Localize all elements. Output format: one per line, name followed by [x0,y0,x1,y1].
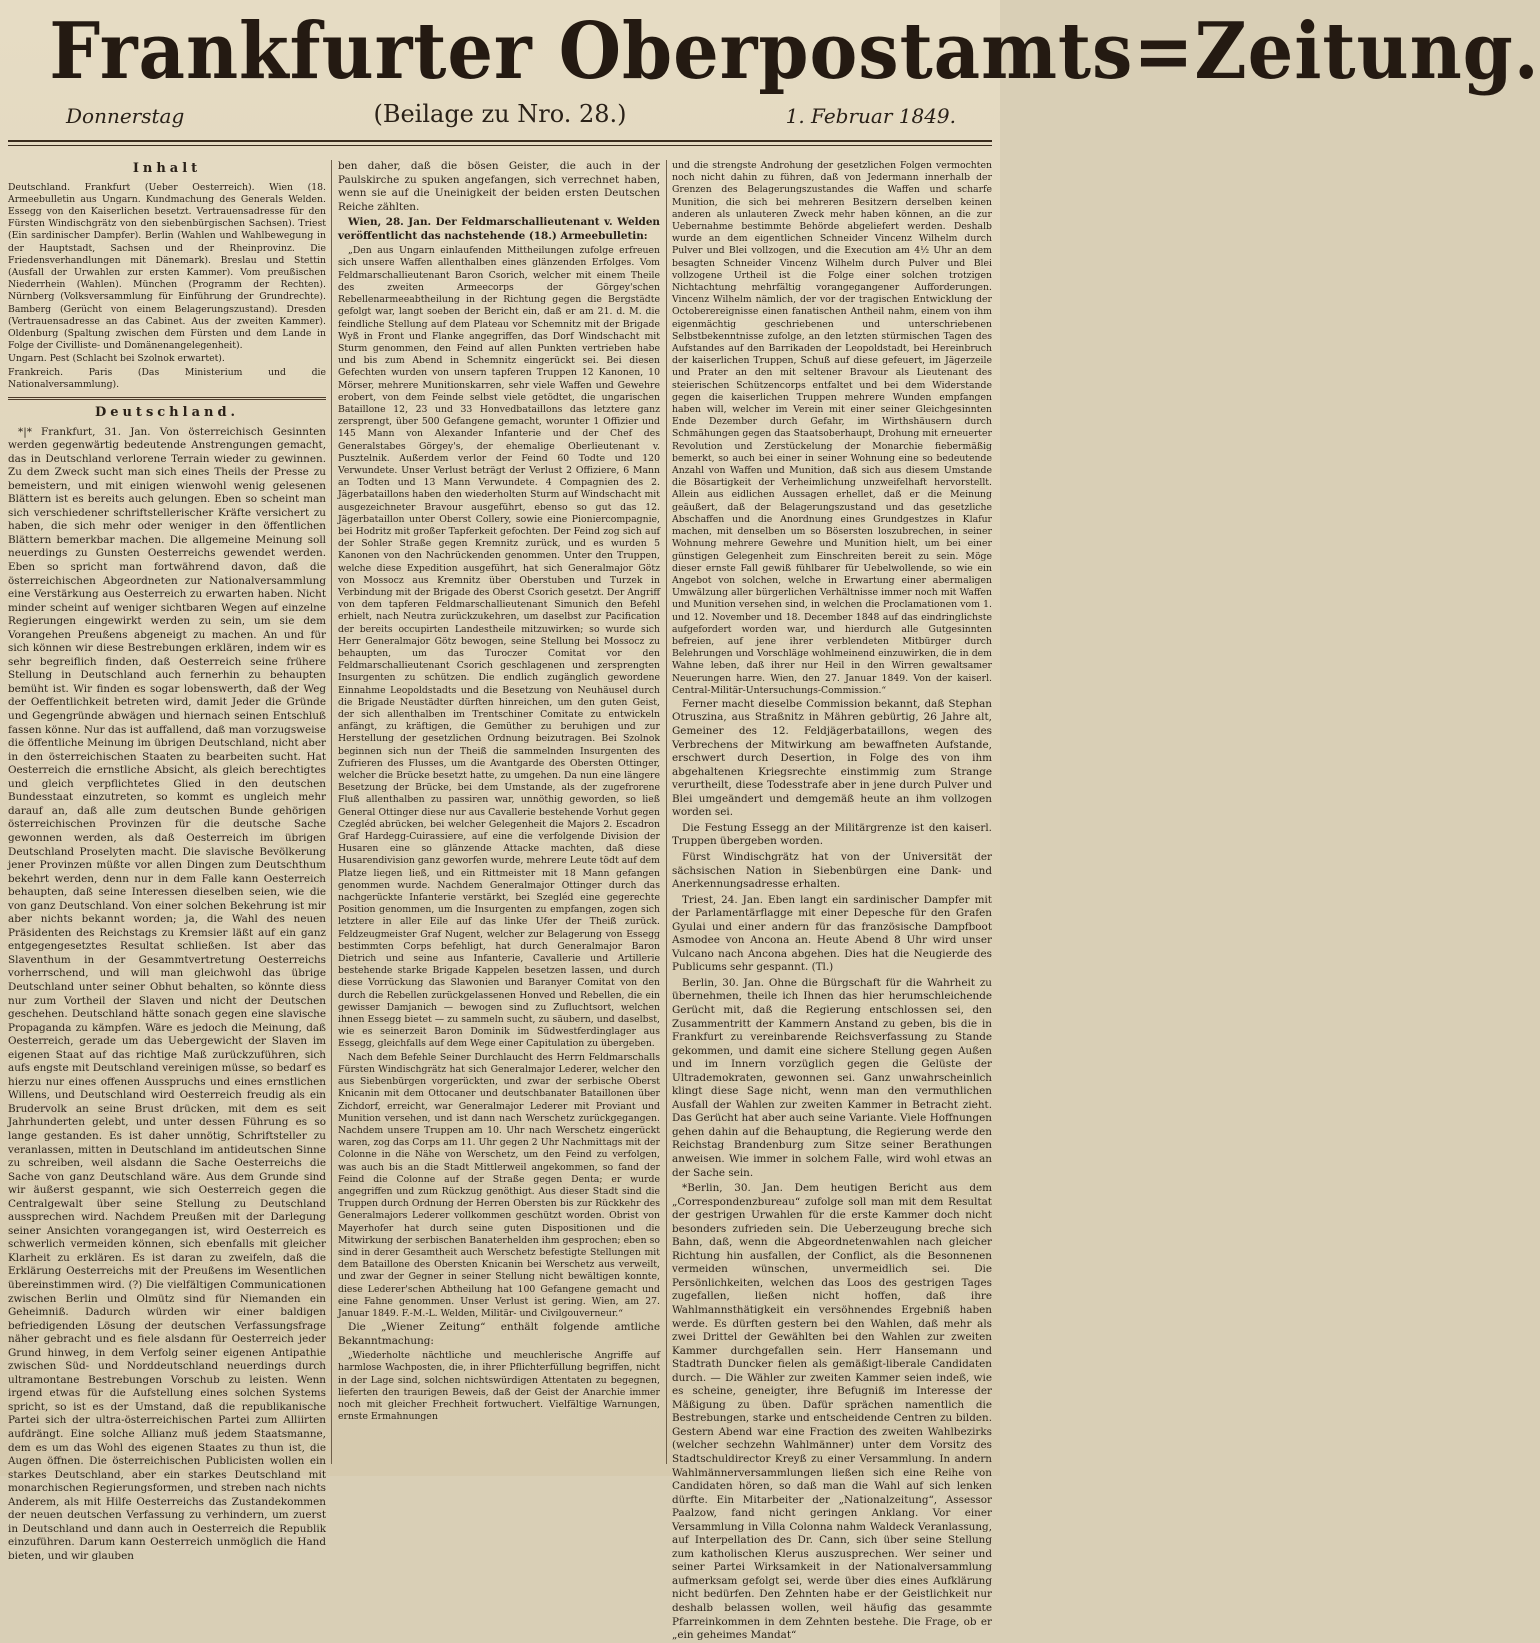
contents-heading: Inhalt [132,161,202,176]
contents-frankreich: Frankreich. Paris (Das Ministerium und die Nationalversammlung). [8,366,326,390]
wiener-zeitung-intro: Die „Wiener Zeitung“ enthält folgende amtliche Bekanntmachung: [338,1321,660,1347]
column-2 [338,160,660,1468]
contents-deutschland: Deutschland. Frankfurt (Ueber Oesterreich). Wien (18. Armeebulletin aus Ungarn. Kundmachung des Generals Welden. Essegg von den Kaiserlichen besetzt. Vertrauensadresse für den Fürsten Windischgrätz von den siebenbürgischen Sachsen). Triest (Ein sardinischer Dampfer). Berlin (Wahlen und Wahlbewegung in der Hauptstadt, Sachsen und der Rheinprovinz. Die Friedensverhandlungen mit Dänemark). Breslau und Stettin (Ausfall der Urwahlen zur ersten Kammer). Vom preußischen Niederrhein (Wahlen). München (Programm der Rechten). Nürnberg (Volksversammlung für Einführung der Grundrechte). Bamberg (Gerücht von einem Belagerungszustand). Dresden (Vertrauensadresse an das Cabinet. Aus der zweiten Kammer). Oldenburg (Spaltung zwischen dem Fürsten und dem Lande in Folge der Civilliste- und Domänenangelegenheit). [8,181,326,352]
article-berlin-2: *Berlin, 30. Jan. Dem heutigen Bericht aus dem „Correspondenzbureau“ zufolge soll man mit dem Resultat der gestrigen Urwahlen für die erste Kammer doch nicht besonders zufrieden sein. Die Ueberzeugung breche sich Bahn, daß, wenn die Abgeordnetenwahlen nach gleicher Richtung hin ausfallen, der Conflict, als die Besonnenen vermeiden wünschen, unvermeidlich sei. Die Persönlichkeiten, welchen das Loos des gestrigen Tages zugefallen, ließen nicht hoffen, daß ihre Wahlmannsthätigkeit ein versöhnendes Ergebniß haben werde. Es dürften gestern bei den Wahlen, daß mehr als zwei Drittel der Gewählten bei den Wahlen zur zweiten Kammer durchgefallen sein. Herr Hansemann und Stadtrath Duncker fielen als gemäßigt-liberale Candidaten durch. — Die Wähler zur zweiten Kammer seien indeß, wie es scheine, geneigter, ihre Befugniß im Interesse der Mäßigung zu üben. Dafür sprächen namentlich die Bestrebungen, starke und entscheidende Centren zu bilden. Gestern Abend war eine Fraction des zweiten Wahlbezirks (welcher sechzehn Wahlmänner) unter dem Vorsitz des Stadtschuldirector Kreyß zu einer Versammlung. In andern Wahlmännerversammlungen ließen sich eine Reihe von Candidaten hören, so daß man die Wahl auf sich lenken dürfte. Ein Mitarbeiter der „Nationalzeitung“, Assessor Paalzow, fand nicht geringen Anklang. Vor einer Versammlung in Villa Colonna nahm Waldeck Veranlassung, auf Interpellation des Dr. Cann, sich über seine Stellung zum katholischen Klerus auszusprechen. Wer seiner und seiner Partei Wirksamkeit in der Nationalversammlung aufmerksam gefolgt sei, werde über dies eines Aufklärung nicht bedürfen. Den Zehnten habe er der Geistlichkeit nur deshalb belassen wollen, weil häufig das gesammte Pfarreinkommen in dem Zehnten bestehe. Die Frage, ob er „ein geheimes Mandat“ [672,1182,992,1642]
article-berlin-1: Berlin, 30. Jan. Ohne die Bürgschaft für die Wahrheit zu übernehmen, theile ich Ihnen das hier herumschleichende Gerücht mit, daß die Regierung entschlossen sei, den Zusammentritt der Kammern Anstand zu geben, bis die in Frankfurt zu vereinbarende Reichsverfassung zu Stande gekommen, und damit eine sichere Stellung gegen Außen und im Innern vorzüglich gegen die Gelüste der Ultrademokraten, gewonnen sei. Ganz unwahrscheinlich klingt diese Sage nicht, wenn man den vermuthlichen Ausfall der Wahlen zur zweiten Kammer in Betracht zieht. Das Gerücht hat aber auch seine Variante. Viele Hoffnungen gehen dahin auf die Behauptung, die Regierung werde den Reichstag Brandenburg zum Sitze seiner Berathungen anweisen. Wie immer in solchem Falle, wird wohl etwas an der Sache sein. [672,976,992,1179]
article-commission: Ferner macht dieselbe Commission bekannt, daß Stephan Otruszina, aus Straßnitz in Mähren gebürtig, 26 Jahre alt, Gemeiner des 12. Feldjägerbataillons, wegen des Verbrechens der Mitwirkung am bewaffneten Aufstande, erschwert durch Desertion, in Folge des von ihm abgehaltenen Kriegsrechte einstimmig zum Strange verurtheilt, diese Todesstrafe aber in jene durch Pulver und Blei umgeändert und demgemäß heute an ihm vollzogen worden sei. [672,697,992,819]
column-divider-1 [331,160,332,1464]
article-triest: Triest, 24. Jan. Eben langt ein sardinischer Dampfer mit der Parlamentärflagge mit einer Depesche für den Grafen Gyulai und einer andern für das französische Dampfboot Asmodee von Ancona an. Heute Abend 8 Uhr wird unser Vulcano nach Ancona abgehen. Dies hat die Neugierde des Publicums sehr gespannt. (Tl.) [672,893,992,974]
bekanntmachung [338,1350,660,1423]
article-windischgraetz: Fürst Windischgrätz hat von der Universität der sächsischen Nation in Siebenbürgen eine Dank- und Anerkennungsadresse erhalten. [672,850,992,891]
table-of-contents [8,182,326,391]
article-frankfurt: *|* Frankfurt, 31. Jan. Von österreichisch Gesinnten werden gegenwärtig bedeutende Anstrengungen gemacht, das in Deutschland verlorene Terrain wieder zu gewinnen. Zu dem Zweck sucht man sich eines Theils der Presse zu bemeistern, und mit einigen wienwohl wenig gelesenen Blättern ist es bereits auch gelungen. Eben so scheint man sich verschiedener schriftstellerischer Kräfte versichert zu haben, die sich mehr oder weniger in den öffentlichen Blättern bemerkbar machen. Die allgemeine Meinung soll neuerdings zu Gunsten Oesterreichs gewendet werden. Eben so spricht man fortwährend davon, daß die österreichischen Abgeordneten zur Nationalversammlung eine Verstärkung aus Oesterreich zu erwarten haben. Nicht minder scheint auf weniger sichtbaren Wegen auf einzelne Regierungen eingewirkt werden zu sein, um sie dem Vorangehen Preußens abgeneigt zu machen. An und für sich können wir diese Bestrebungen erklären, indem wir es sehr begreiflich finden, daß Oesterreich seine frühere Stellung in Deutschland auch fernerhin zu behaupten bemüht ist. Wir finden es sogar lobenswerth, daß der Weg der Oeffentlichkeit betreten wird, damit Jeder die Gründe und Gegengründe abwägen und hiernach seinen Entschluß fassen könne. Nur das ist auffallend, daß man vorzugsweise die öffentliche Meinung im übrigen Deutschland, nicht aber in den österreichischen Staaten zu bearbeiten sucht. Hat Oesterreich die ernstliche Absicht, als gleich berechtigtes und gleich verpflichtetes Glied in den deutschen Bundesstaat einzutreten, so kommt es ungleich mehr darauf an, daß alle zum deutschen Bunde gehörigen österreichischen Provinzen für die deutsche Sache gewonnen werden, als daß Oesterreich im übrigen Deutschland Proselyten macht. Die slavische Bevölkerung jener Provinzen müßte vor allen Dingen zum Deutschthum bekehrt werden, denn nur in dem Falle kann Oesterreich behaupten, daß seine Interessen dieselben seien, wie die von ganz Deutschland. Von einer solchen Bekehrung ist mir aber nichts bekannt worden; ja, die Wahl des neuen Präsidenten des Reichstags zu Kremsier läßt auf ein ganz entgegengesetztes Resultat schließen. Ist aber das Slaventhum in der Gesammtvertretung Oesterreichs vorherrschend, und will man gleichwohl das übrige Deutschland unter seiner Obhut behalten, so könnte diess nur zum Vortheil der Slaven und nicht der Deutschen geschehen. Deutschland hätte sonach gegen eine slavische Propaganda zu kämpfen. Wäre es jedoch die Meinung, daß Oesterreich, gerade um das Uebergewicht der Slaven im eigenen Staat auf das richtige Maß zurückzuführen, sich aufs engste mit Deutschland vereinigen müsse, so bedarf es hierzu nur eines offenen Ausspruchs und eines ernstlichen Willens, und Deutschland wird Oesterreich freudig als ein Brudervolk an seine Brust drücken, mit dem es seit Jahrhunderten gelebt, und unter dessen Führung es so lange gestanden. Es ist daher unnötig, Schriftsteller zu veranlassen, mitten in Deutschland im antideutschen Sinne zu schreiben, weil alsdann die Sache Oesterreichs die Sache von ganz Deutschland wäre. Aus dem Grunde sind wir äußerst gespannt, wie sich Oesterreich gegen die Centralgewalt über seine Stellung zu Deutschland aussprechen wird. Nachdem Preußen mit der Darlegung seiner Ansichten vorangegangen ist, wird Oesterreich es schwerlich vermeiden können, sich ebenfalls mit gleicher Klarheit zu erklären. Es ist daran zu zweifeln, daß die Erklärung Oesterreichs mit der Preußens im Wesentlichen übereinstimmen wird. (?) Die vielfältigen Communicationen zwischen Berlin und Olmütz sind für Niemanden ein Geheimniß. Dadurch würden wir einer baldigen befriedigenden Lösung der deutschen Verfassungsfrage näher gebracht und es fiele alsdann für Oesterreich jeder Grund hinweg, in dem Verfolg seiner eigenen Antipathie zwischen Süd- und Norddeutschland neuerdings durch ultramontane Bestrebungen Vorschub zu leisten. Wenn irgend etwas für die Aufstellung eines solchen Systems spricht, so ist es der Umstand, daß die republikanische Partei sich der ultra-österreichischen Partei zum Alliirten aufdrängt. Eine solche Allianz muß jedem Staatsmanne, dem es um das Wohl des eigenen Staates zu thun ist, die Augen öffnen. Die österreichischen Publicisten wollen ein starkes Deutschland, aber ein starkes Deutschland mit monarchischen Regierungsformen, und streben nach nichts Anderem, als mit Hilfe Oesterreichs das Zustandekommen der neuen deutschen Verfassung zu verhindern, um zuerst in Deutschland und dann auch in Oesterreich die Republik einzuführen. Darum kann Oesterreich unmöglich die Hand bieten, und wir glauben [8,425,326,1562]
article-essegg: Die Festung Essegg an der Militärgrenze ist den kaiserl. Truppen übergeben worden. [672,821,992,848]
bekanntmachung-continued [672,160,992,697]
column-1 [8,160,326,1562]
dateline [0,100,1000,136]
bekanntmachung-text: „Wiederholte nächtliche und meuchlerische Angriffe auf harmlose Wachposten, die, in ihrer Pflichterfüllung begriffen, nicht in der Lage sind, solchen nichtswürdigen Attentaten zu begegnen, lieferten den traurigen Beweis, daß der Geist der Anarchie immer noch mit gleicher Frechheit fortwuchert. Vielfältige Warnungen, ernste Ermahnungen [338,1350,660,1423]
contents-ungarn: Ungarn. Pest (Schlacht bei Szolnok erwartet). [8,353,225,365]
article-continuation: ben daher, daß die bösen Geister, die auch in der Paulskirche zu spuken angefangen, sich verrechnet haben, wenn sie auf die Uneinigkeit der beiden ersten Deutschen Reiche zählten. [338,160,660,213]
article-wien-lead: Wien, 28. Jan. Der Feldmarschallieutenant v. Welden veröffentlicht das nachstehende (18.) Armeebulletin: [338,216,660,242]
column-3 [672,160,992,1642]
header-rule-top [8,140,992,142]
armeebulletin [338,245,660,1320]
masthead-title: Frankfurter Oberpostamts=Zeitung. [49,6,1540,97]
bulletin-text-2: Nach dem Befehle Seiner Durchlaucht des Herrn Feldmarschalls Fürsten Windischgrätz hat sich Generalmajor Lederer, welcher den aus Siebenbürgen vorgerückten, und zwar der serbische Oberst Knicanin mit dem Ottocaner und deutschbanater Bataillonen über Zichdorf, erreicht, war Generalmajor Lederer mit Proviant und Munition versehen, und ist dann nach Werschetz zurückgegangen. Nachdem unsere Truppen am 10. Uhr nach Werschetz eingerückt waren, zog das Corps am 11. Uhr gegen 2 Uhr Nachmittags mit der Colonne in die Nähe von Werschetz, um den Feind zu verfolgen, was auch bis an die Stadt Mittlerweil angekommen, so fand der Feind die Colonne auf der Straße gegen Denta; er wurde angegriffen und zum Rückzug genöthigt. Aus dieser Stadt sind die Truppen durch Ordnung der Herren Obersten bis zur Rückkehr des Generalmajors Lederer vollkommen geschützt worden. Obrist von Mayerhofer hat durch seine guten Dispositionen und die Mitwirkung der serbischen Banaterhelden ihm gesprochen; eben so sind in derer Gesamtheit auch Werschetz befestigte Stellungen mit dem Bataillone des Obersten Knicanin bei Werschetz aus verweilt, und zwar der Gegner in seiner Stellung nicht bewältigen konnte, diese Lederer'schen Abtheilung hat 100 Gefangene gemacht und eine Fahne genommen. Unser Verlust ist gering. Wien, am 27. Januar 1849. F.-M.-L. Welden, Militär- und Civilgouverneur.“ [338,1051,660,1319]
issue-date: 1. Februar 1849. [785,104,956,128]
bulletin-text: „Den aus Ungarn einlaufenden Mittheilungen zufolge erfreuen sich unsere Waffen allenthalben eines glänzenden Erfolges. Vom Feldmarschallieutenant Baron Csorich, welcher mit einem Theile des zweiten Armeecorps der Görgey'schen Rebellenarmeeabtheilung in der Richtung gegen die Bergstädte gefolgt war, langt soeben der Bericht ein, daß er am 21. d. M. die feindliche Stellung auf dem Plateau vor Schemnitz mit der Brigade Wyß in Front und Flanke angegriffen, das Dorf Windschacht mit Sturm genommen, den Feind auf allen Punkten vertrieben habe und bis zum Abend in Schemnitz eingerückt sei. Bei diesen Gefechten wurden von unsern tapferen Truppen 12 Kanonen, 10 Mörser, mehrere Munitionskarren, sehr viele Waffen und Gewehre erobert, von dem Feinde selbst viele getödtet, die ungarischen Bataillone 12, 23 und 33 Honvedbataillons das letztere ganz zersprengt, über 500 Gefangene gemacht, worunter 1 Offizier und 145 Mann von Alexander Infanterie und der Chef des Generalstabes Görgey's, der ehemalige Oberlieutenant v. Pusztelnik. Außerdem verlor der Feind 60 Todte und 120 Verwundete. Unser Verlust beträgt der Verlust 2 Offiziere, 6 Mann an Todten und 13 Mann Verwundete. 4 Compagnien des 2. Jägerbataillons haben den wiederholten Sturm auf Windschacht mit ausgezeichneter Bravour ausgeführt, ebenso so gut das 12. Jägerbataillon unter Oberst Collery, sowie eine Pioniercompagnie, bei Hodritz mit großer Tapferkeit gefochten. Der Feind zog sich auf der Sohler Straße gegen Kremnitz zurück, und es wurden 5 Kanonen von den Nachrückenden genommen. Unter den Truppen, welche diese Expedition ausgeführt, hat sich Generalmajor Götz von Mossocz aus Kremnitz über Oberstuben und Turzek in Verbindung mit der Brigade des Oberst Csorich gesetzt. Der Angriff von dem tapferen Feldmarschallieutenant Simunich den Befehl erhielt, nach Neutra zurückzukehren, um daselbst zur Pacification der bereits occupirten Landestheile mitzuwirken; so wurde sich Herr Generalmajor Götz bewogen, seine Stellung bei Mossocz zu behaupten, um das Turoczer Comitat vor den Feldmarschallieutenant Csorich geschlagenen und zersprengten Insurgenten zu schützen. Die endlich zugänglich gewordene Einnahme Leopoldstadts und die Besetzung von Neuhäusel durch die Brigade Neustädter dürften hinreichen, um den guten Geist, der sich allenthalben im Trentschiner Comitate zu entwickeln anfängt, zu kräftigen, die Gemüther zu beruhigen und zur Herstellung der gesetzlichen Ordnung beizutragen. Bei Szolnok beginnen sich nun der Theiß die sammelnden Insurgenten des Zufrieren des Flusses, um die Avantgarde des Obersten Ottinger, welcher die Brücke besetzt hatte, zu umgehen. Da nun eine längere Besetzung der Brücke, bei dem Umstande, als der zugefrorene Fluß allenthalben zu passiren war, unnöthig geworden, so ließ General Ottinger diese nur aus Cavallerie bestehende Vorhut gegen Czegléd abrücken, bei welcher Gelegenheit die Majors 2. Escadron Graf Hardegg-Cuirassiere, auf eine die verfolgende Division der Husaren eine so glänzende Attacke machten, daß diese Husarendivision ganz geworfen wurde, mehrere Leute tödt auf dem Platze liegen ließ, und ein Rittmeister mit 18 Mann gefangen genommen wurde. Nachdem Generalmajor Ottinger durch das nachgerückte Infanterie verstärkt, bei Szegléd eine gegerechte Position genommen, um die Insurgenten zu empfangen, zogen sich letztere in aller Eile auf das linke Ufer der Theiß zurück. Feldzeugmeister Graf Nugent, welcher zur Belagerung von Essegg bestimmten Corps befehligt, hat durch Generalmajor Baron Dietrich und seine aus Infanterie, Cavallerie und Artillerie bestehende starke Brigade Kappelen besetzen lassen, und durch diese Vorrückung das Slawonien und Baranyer Comitat von den durch die Rebellen zurückgelassenen Honved und Rebellen, die ein gewisser Damjanich — bewogen sind zu Zufluchtsort, welchen ihnen Essegg bietet — zu sammeln sucht, zu säubern, und daselbst, wie es seinerzeit Baron Dominik im Südwestferdinglager aus Essegg, gleichfalls auf dem Wege einer Capitulation zu übergeben. [338,245,660,1050]
section-rule [8,397,326,400]
section-heading-deutschland: Deutschland. [94,405,240,420]
column-divider-2 [666,160,667,1464]
weekday: Donnerstag [66,104,185,128]
bekanntmachung-text-continued: und die strengste Androhung der gesetzlichen Folgen vermochten noch nicht dahin zu führen, daß von Jedermann innerhalb der Grenzen des Belagerungszustandes die Waffen und scharfe Munition, die sich bei mehreren Besitzern derselben keinen anderen als unlauteren Zweck mehr haben können, an die zur Uebernahme bestimmte Behörde abgeliefert werden. Deshalb wurde an dem eigentlichen Schneider Vincenz Wilhelm durch Pulver und Blei vollzogen, und die Execution am 4½ Uhr an dem besagten Schneider Vincenz Wilhelm durch Pulver und Blei vollzogene Urtheil ist die Folge einer solchen trotzigen Nichtachtung mehrfältig vorangegangener Aufforderungen. Vincenz Wilhelm nämlich, der vor der tragischen Entwicklung der Octoberereignisse einen fanatischen Antheil nahm, einem von ihm eigenmächtig geschriebenen und unterschriebenen Selbstbekenntnisse zufolge, an den letzten stürmischen Tagen des Aufstandes auf den Barrikaden der Leopoldstadt, bei Hereinbruch der kaiserlichen Truppen, Schuß auf diese gefeuert, im Jägerzeile und Prater an den mit seltener Bravour als Lieutenant des steierischen Schützencorps entfaltet und bei dem Widerstande gegen die kaiserlichen Truppen mehrere Wunden empfangen haben will, welcher im Verein mit einer seiner Gleichgesinnten Ende Dezember durch Gefahr, im Wirthshäusern durch Schmähungen gegen das Staatsoberhaupt, Drohung mit erneuerter Revolution und Zerstückelung der Monarchie fiebermäßig bemerkt, so auch bei einer in seiner Wohnung eine so bedeutende Anzahl von Waffen und Munition, daß sich aus diesem Umstande die Bösartigkeit der Verheimlichung unzweifelhaft hervorstellt. Allein aus eidlichen Aussagen erhellet, daß er die Meinung geäußert, daß der Belagerungszustand und das gesetzliche Abschaffen und die Anordnung eines Grundgestzes in Klafur machen, mit denselben um so Bösersten loszubrechen, in seiner Wohnung mehrere Gewehre und Munition hielt, um bei einer günstigen Gelegenheit zum Einschreiten bereit zu sein. Möge dieser ernste Fall gewiß fühlbarer für Uebelwollende, so wie ein Angebot von solchen, welche in Erwartung einer abermaligen Umwälzung aller bürgerlichen Verhältnisse immer noch mit Waffen und Munition versehen sind, in welchen die Proclamationen vom 1. und 12. November und 18. December 1848 auf das eindringlichste aufgefordert worden war, und hierdurch alle Gutgesinnten befreien, auf jene ihrer verblendeten Mitbürger durch Belehrungen und Vorschläge wohlmeinend einzuwirken, die in dem Wahne leben, daß ihrer nur Heil in den Wirren gewaltsamer Neuerungen harre. Wien, den 27. Januar 1849. Von der kaiserl. Central-Militär-Untersuchungs-Commission.“ [672,160,992,696]
header-rule-bottom [8,145,992,146]
supplement-label: (Beilage zu Nro. 28.) [373,100,627,128]
